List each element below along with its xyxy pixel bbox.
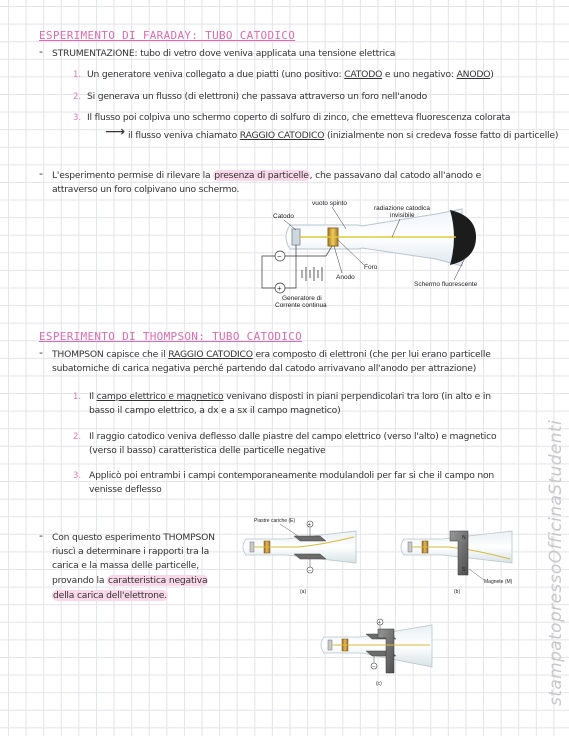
bullet-dash: - — [39, 529, 43, 542]
minus-sign: − — [308, 568, 312, 574]
raggio-catodico-line — [128, 129, 558, 143]
label-radiazione-2: invisibile — [390, 212, 415, 219]
intro-text: era composto di elettroni (che per lui erano particelle — [252, 349, 491, 360]
para-text: L'esperimento permise di rilevare la — [52, 170, 214, 181]
label-anodo: Anodo — [336, 274, 355, 281]
highlight-caratteristica: caratteristica negativa — [108, 575, 208, 586]
label-foro: Foro — [364, 264, 378, 271]
faraday-tube-diagram — [244, 196, 506, 322]
section2-title: ESPERIMENTO DI THOMPSON: TUBO CATODICO — [39, 330, 303, 343]
strumentazione-label: STRUMENTAZIONE — [52, 48, 135, 59]
thompson-item-3-line1: Applicò poi entrambi i campi contemporaneamente modulandoli per far si che il campo non — [89, 470, 495, 481]
label-radiazione-1: radiazione catodica — [374, 205, 431, 212]
label-catodo: Catodo — [273, 213, 294, 220]
item-text: venivano disposti in piani perpendicolari tra loro (in alto e in — [223, 391, 491, 402]
thompson-para-line2: riuscì a determinare i rapporti tra la — [52, 546, 210, 557]
item-number: 3. — [73, 113, 82, 123]
thompson-item-1-line2: basso il campo elettrico, a dx e a sx il campo magnetico) — [89, 405, 341, 416]
thompson-item-1-line1 — [89, 390, 491, 404]
minus-sign: − — [372, 664, 376, 670]
bullet-dash: - — [39, 346, 43, 359]
thompson-item-3-line2: venisse deflesso — [89, 484, 162, 495]
thompson-para-line3: carica e la massa delle particelle, — [52, 560, 199, 571]
label-generatore-2: Corrente continua — [275, 302, 327, 309]
caption-a: (a) — [300, 589, 307, 595]
item-number: 2. — [73, 92, 82, 102]
bullet-dash: - — [39, 167, 43, 180]
para-text: provando la — [52, 575, 107, 586]
thompson-intro-line2: subatomiche di carica negativa perché partendo dal catodo arrivavano all'anodo per attrazione) — [52, 363, 477, 374]
watermark: stampatopressoOfficinaStudenti — [546, 419, 566, 706]
faraday-item-1 — [87, 68, 494, 82]
highlight-presenza: presenza di particelle — [214, 170, 309, 181]
cathode-plate — [292, 229, 300, 245]
strumentazione-text: : tubo di vetro dove veniva applicata una tensione elettrica — [134, 48, 396, 59]
caption-b: (b) — [454, 589, 461, 595]
item-text: ) — [490, 69, 494, 80]
highlight-carica: della carica dell'elettrone. — [53, 590, 167, 601]
thompson-para-line5 — [52, 589, 168, 603]
label-schermo: Schermo fluorescente — [414, 281, 478, 288]
item-text: Il — [89, 391, 97, 402]
section1-title: ESPERIMENTO DI FARADAY: TUBO CATODICO — [39, 29, 296, 42]
para-text: , che passavano dal catodo all'anodo e — [309, 170, 482, 181]
tube-c — [321, 619, 432, 687]
campo-term: campo elettrico e magnetico — [96, 391, 224, 402]
faraday-item-2: Si generava un flusso (di elettroni) che passava attraverso un foro nell'anodo — [87, 91, 428, 102]
faraday-para-line1 — [52, 169, 481, 183]
thompson-tube-diagram — [236, 513, 540, 693]
intro-text: THOMPSON capisce che il — [52, 349, 169, 360]
minus-sign: − — [277, 252, 282, 261]
south-pole: S — [462, 567, 466, 573]
item-text: Un generatore veniva collegato a due piatti (uno positivo: — [87, 69, 345, 80]
arrow-text: (inizialmente non si credeva fosse fatto di particelle) — [324, 130, 559, 141]
raggio-catodico-term: RAGGIO CATODICO — [168, 349, 253, 360]
catodo-term: CATODO — [344, 69, 383, 80]
plus-sign: + — [377, 620, 382, 626]
item-number: 2. — [73, 432, 82, 442]
north-pole: N — [462, 535, 466, 541]
item-number: 3. — [73, 471, 82, 481]
label-generatore-1: Generatore di — [282, 295, 322, 302]
tube-b — [401, 531, 513, 595]
bullet-dash: - — [39, 45, 43, 58]
label-piastre: Piastre cariche (E) — [254, 518, 296, 524]
item-number: 1. — [73, 70, 82, 80]
thompson-intro-line1 — [52, 348, 491, 362]
arrow-text: il flusso veniva chiamato — [128, 130, 240, 141]
thompson-item-2-line1: Il raggio catodico veniva deflesso dalle piastre del campo elettrico (verso l'alto) e magnetico — [89, 431, 497, 442]
raggio-catodico-term: RAGGIO CATODICO — [239, 130, 325, 141]
thompson-para-line1: Con questo esperimento THOMPSON — [52, 532, 215, 543]
arrow-right-icon: ⟶ — [105, 124, 126, 140]
label-vuoto: vuoto spinto — [312, 200, 348, 207]
item-text: e uno negativo: — [382, 69, 457, 80]
strumentazione-line — [52, 47, 395, 61]
plus-sign: + — [307, 522, 312, 528]
plus-sign: + — [277, 284, 282, 293]
thompson-item-2-line2: (verso il basso) caratteristica delle particelle negative — [89, 445, 326, 456]
faraday-para-line2: attraverso un foro colpivano uno schermo. — [52, 184, 240, 195]
thompson-para-line4 — [52, 574, 208, 588]
wire — [262, 245, 326, 288]
item-number: 1. — [73, 392, 82, 402]
caption-c: (c) — [376, 681, 382, 687]
anodo-term: ANODO — [456, 69, 491, 80]
tube-a — [243, 518, 356, 595]
faraday-item-3: Il flusso poi colpiva uno schermo coperto di solfuro di zinco, che emetteva fluorescenza colorata — [87, 112, 511, 123]
label-magnete: Magnete (M) — [484, 579, 513, 585]
